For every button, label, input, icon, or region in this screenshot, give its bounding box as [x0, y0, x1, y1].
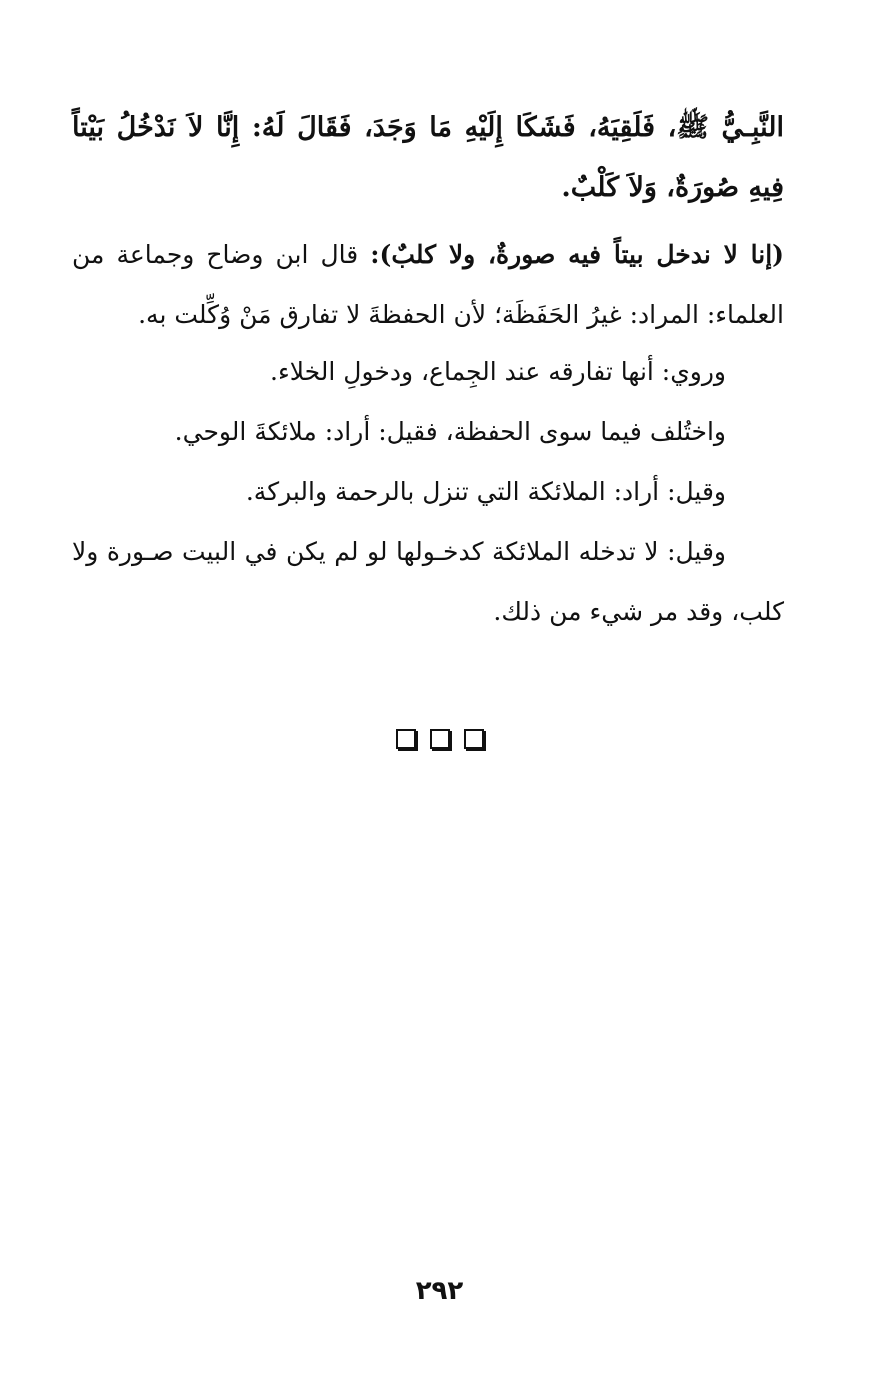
square-ornament-icon — [396, 729, 416, 749]
square-ornament-icon — [430, 729, 450, 749]
commentary-paragraph-1 — [72, 225, 784, 345]
commentary-paragraph-5: وقيل: لا تدخله الملائكة كدخـولها لو لم يكن في البيت صـورة ولا كلب، وقد مر شيء من ذلك. — [72, 537, 784, 626]
page-number: ٢٩٢ — [415, 1276, 464, 1306]
square-ornament-icon — [464, 729, 484, 749]
commentary-paragraph-3: واختُلف فيما سوى الحفظة، فقيل: أراد: ملائكةَ الوحي. — [174, 417, 726, 446]
commentary-paragraph-4: وقيل: أراد: الملائكة التي تنزل بالرحمة والبركة. — [245, 477, 726, 506]
quoted-hadith-heading: (إنا لا ندخل بيتاً فيه صورةٌ، ولا كلبٌ): — [370, 240, 785, 269]
commentary-paragraph-1-text: قال ابن وضاح وجماعة من العلماء: المراد: غيرُ الحَفَظَة؛ لأن الحفظةَ لا تفارق مَنْ وُكِّلت به. — [72, 240, 784, 329]
section-separator — [0, 728, 879, 749]
commentary-paragraph-2: وروي: أنها تفارقه عند الجِماع، ودخولِ الخلاء. — [270, 357, 726, 386]
hadith-text: النَّبِـيُّ ﷺ، فَلَقِيَهُ، فَشَكَا إِلَيْهِ مَا وَجَدَ، فَقَالَ لَهُ: إِنَّا لاَ نَدْخُلُ بَيْتاً فِيهِ صُورَةٌ، وَلاَ كَلْبٌ. — [72, 112, 784, 203]
